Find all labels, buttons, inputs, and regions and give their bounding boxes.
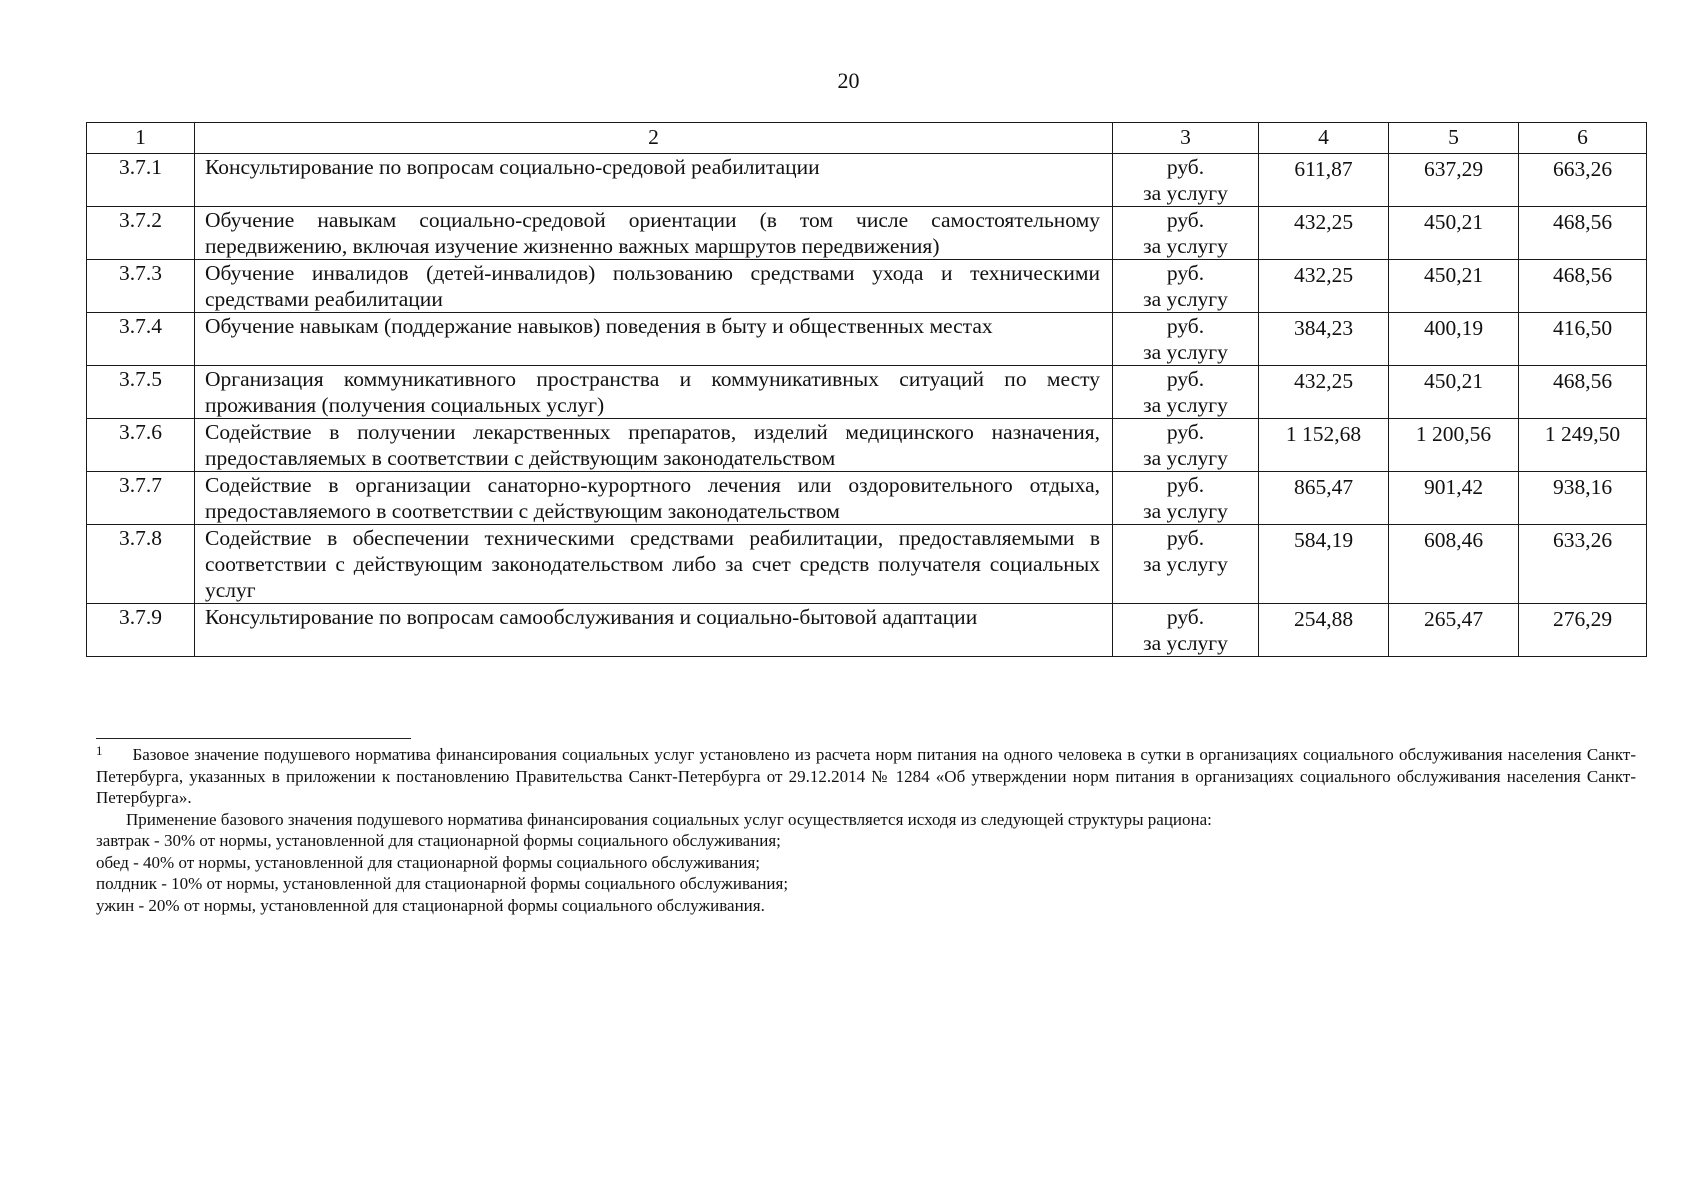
value-col-5: 450,21 [1389, 366, 1519, 419]
value-col-4: 432,25 [1259, 260, 1389, 313]
service-name: Обучение навыкам (поддержание навыков) поведения в быту и общественных местах [195, 313, 1113, 366]
value-col-4: 584,19 [1259, 525, 1389, 604]
service-code: 3.7.3 [87, 260, 195, 313]
footnote-mark: 1 [96, 743, 103, 758]
column-header: 4 [1259, 123, 1389, 154]
unit-currency: руб. [1166, 261, 1205, 285]
footnote-divider [96, 738, 411, 739]
value-col-6: 416,50 [1519, 313, 1647, 366]
value-col-6: 276,29 [1519, 604, 1647, 657]
value-col-6: 633,26 [1519, 525, 1647, 604]
service-code: 3.7.9 [87, 604, 195, 657]
service-code: 3.7.4 [87, 313, 195, 366]
table-header-row [87, 123, 1647, 154]
column-header: 3 [1113, 123, 1259, 154]
service-name: Обучение инвалидов (детей-инвалидов) пользованию средствами ухода и техническими средствами реабилитации [195, 260, 1113, 313]
unit-per-service: за услугу [1143, 393, 1228, 417]
value-col-5: 901,42 [1389, 472, 1519, 525]
service-name: Обучение навыкам социально-средовой ориентации (в том числе самостоятельному передвижению, включая изучение жизненно важных маршрутов передвижения) [195, 207, 1113, 260]
value-col-4: 432,25 [1259, 207, 1389, 260]
service-name: Консультирование по вопросам социально-средовой реабилитации [195, 154, 1113, 207]
unit-per-service: за услугу [1143, 181, 1228, 205]
table-row [87, 604, 1647, 657]
value-col-6: 468,56 [1519, 366, 1647, 419]
unit-cell [1113, 419, 1259, 472]
table-row [87, 366, 1647, 419]
value-col-5: 637,29 [1389, 154, 1519, 207]
value-col-4: 384,23 [1259, 313, 1389, 366]
value-col-5: 265,47 [1389, 604, 1519, 657]
table-row [87, 419, 1647, 472]
table-row [87, 525, 1647, 604]
unit-per-service: за услугу [1143, 446, 1228, 470]
diet-dinner-line: ужин - 20% от нормы, установленной для стационарной формы социального обслуживания. [96, 895, 765, 915]
rates-table [86, 122, 1647, 657]
column-header: 1 [87, 123, 195, 154]
unit-cell [1113, 207, 1259, 260]
unit-per-service: за услугу [1143, 287, 1228, 311]
unit-currency: руб. [1166, 605, 1205, 629]
service-name: Содействие в организации санаторно-курортного лечения или оздоровительного отдыха, предоставляемого в соответствии с действующим законодательством [195, 472, 1113, 525]
service-code: 3.7.8 [87, 525, 195, 604]
column-header: 5 [1389, 123, 1519, 154]
service-name: Содействие в получении лекарственных препаратов, изделий медицинского назначения, предоставляемых в соответствии с действующим законодательством [195, 419, 1113, 472]
value-col-5: 1 200,56 [1389, 419, 1519, 472]
unit-cell [1113, 313, 1259, 366]
diet-structure-intro: Применение базового значения подушевого норматива финансирования социальных услуг осуществляется исходя из следующей структуры рациона: [126, 809, 1212, 829]
unit-cell [1113, 604, 1259, 657]
column-header: 6 [1519, 123, 1647, 154]
diet-lunch-line: обед - 40% от нормы, установленной для стационарной формы социального обслуживания; [96, 852, 760, 872]
value-col-4: 254,88 [1259, 604, 1389, 657]
value-col-6: 938,16 [1519, 472, 1647, 525]
service-code: 3.7.2 [87, 207, 195, 260]
unit-cell [1113, 472, 1259, 525]
value-col-5: 608,46 [1389, 525, 1519, 604]
unit-per-service: за услугу [1143, 631, 1228, 655]
unit-cell [1113, 260, 1259, 313]
value-col-5: 450,21 [1389, 260, 1519, 313]
unit-currency: руб. [1166, 526, 1205, 550]
unit-currency: руб. [1166, 473, 1205, 497]
unit-cell [1113, 366, 1259, 419]
value-col-5: 450,21 [1389, 207, 1519, 260]
unit-currency: руб. [1166, 367, 1205, 391]
unit-per-service: за услугу [1143, 340, 1228, 364]
table-row [87, 207, 1647, 260]
diet-snack-line: полдник - 10% от нормы, установленной для стационарной формы социального обслуживания; [96, 874, 789, 893]
value-col-4: 611,87 [1259, 154, 1389, 207]
table-row [87, 472, 1647, 525]
value-col-4: 432,25 [1259, 366, 1389, 419]
value-col-6: 468,56 [1519, 207, 1647, 260]
service-name: Консультирование по вопросам самообслуживания и социально-бытовой адаптации [195, 604, 1113, 657]
unit-cell [1113, 525, 1259, 604]
footnote-paragraph [96, 744, 1636, 809]
value-col-4: 865,47 [1259, 472, 1389, 525]
footnote-text: Базовое значение подушевого норматива финансирования социальных услуг установлено из расчета норм питания на одного человека в сутки в организациях социального обслуживания населения Санкт-Петербурга, указанных в приложении к постановлению Правительства Санкт-Петербурга от 29.12.2014 № 1284 «Об утверждении норм питания в организациях социального обслуживания населения Санкт-Петербурга». [96, 745, 1636, 807]
service-code: 3.7.1 [87, 154, 195, 207]
service-code: 3.7.5 [87, 366, 195, 419]
table-row [87, 313, 1647, 366]
unit-currency: руб. [1166, 155, 1205, 179]
rates-table-container [86, 122, 1646, 657]
service-name: Организация коммуникативного пространства и коммуникативных ситуаций по месту проживания (получения социальных услуг) [195, 366, 1113, 419]
value-col-5: 400,19 [1389, 313, 1519, 366]
value-col-6: 1 249,50 [1519, 419, 1647, 472]
unit-per-service: за услугу [1143, 234, 1228, 258]
unit-currency: руб. [1166, 314, 1205, 338]
diet-breakfast-line: завтрак - 30% от нормы, установленной для стационарной формы социального обслуживания; [96, 831, 781, 850]
unit-per-service: за услугу [1143, 499, 1228, 523]
value-col-4: 1 152,68 [1259, 419, 1389, 472]
unit-per-service: за услугу [1143, 552, 1228, 576]
service-code: 3.7.6 [87, 419, 195, 472]
page-number: 20 [837, 68, 860, 93]
value-col-6: 468,56 [1519, 260, 1647, 313]
unit-currency: руб. [1166, 420, 1205, 444]
service-code: 3.7.7 [87, 472, 195, 525]
value-col-6: 663,26 [1519, 154, 1647, 207]
table-row [87, 260, 1647, 313]
service-name: Содействие в обеспечении техническими средствами реабилитации, предоставляемыми в соответствии с действующим законодательством либо за счет средств получателя социальных услуг [195, 525, 1113, 604]
footnotes [96, 744, 1636, 916]
unit-currency: руб. [1166, 208, 1205, 232]
unit-cell [1113, 154, 1259, 207]
table-row [87, 154, 1647, 207]
column-header: 2 [195, 123, 1113, 154]
